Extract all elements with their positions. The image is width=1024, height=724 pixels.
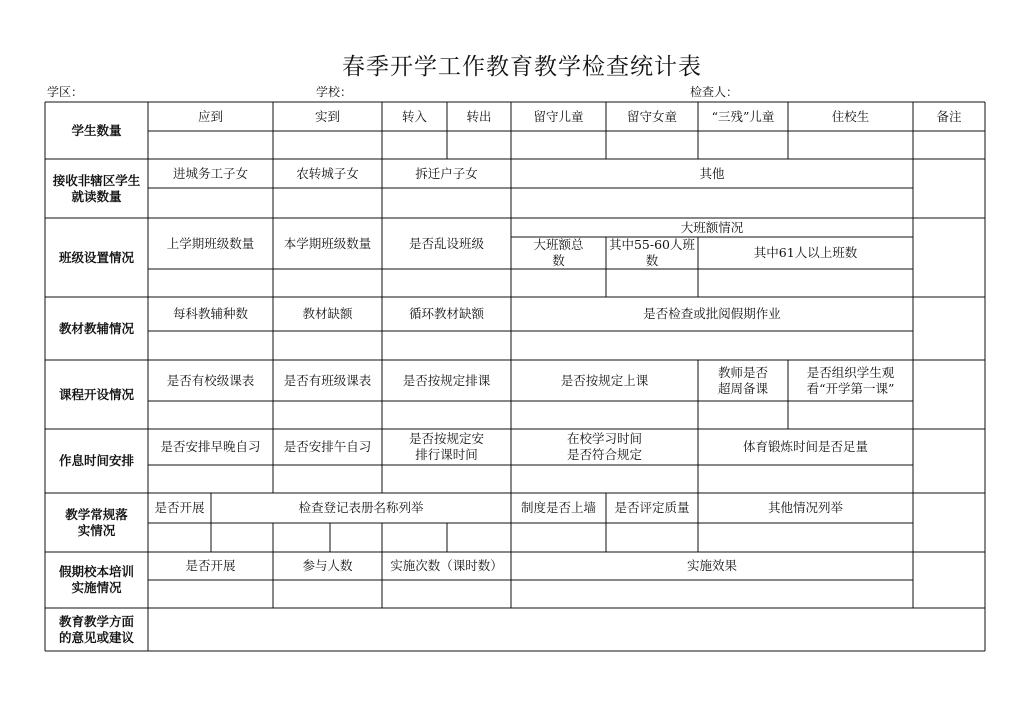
col-school-timetable: 是否有校级课表 [166,372,255,388]
col-disabled-children: “三残”儿童 [711,108,775,124]
district-label: 学区： [47,85,84,99]
col-boarders: 住校生 [831,108,870,124]
col-transfer-out: 转出 [466,108,492,124]
col-scheduled-per-rule: 是否按规定排课 [402,372,491,388]
col-class-timetable: 是否有班级课表 [283,372,372,388]
col-large-class-status: 大班额情况 [680,219,744,235]
col-class-hours: 是否按规定安排行课时间 [408,431,484,462]
header-students: 学生数量 [71,122,122,138]
col-training-effect: 实施效果 [686,558,737,573]
col-relocated-children: 拆迁户子女 [415,165,478,181]
col-rules-posted: 制度是否上墙 [520,500,596,515]
col-quality-rated: 是否评定质量 [614,500,690,515]
col-sessions: 实施次数（课时数） [390,558,503,573]
col-rural-urban-children: 农转城子女 [296,165,359,181]
col-taught-per-rule: 是否按规定上课 [560,372,649,388]
col-recycled-textbook-shortage: 循环教材缺额 [408,306,484,321]
col-left-behind-girls: 留守女童 [626,108,677,124]
header-schedule: 作息时间安排 [58,453,134,468]
col-participants: 参与人数 [302,558,353,573]
col-first-lesson: 是否组织学生观看“开学第一课” [806,364,895,396]
header-routine: 教学常规落实情况 [65,506,128,538]
col-study-time: 在校学习时间是否符合规定 [566,431,642,462]
col-irregular-classes: 是否乱设班级 [408,235,484,251]
col-left-behind-children: 留守儿童 [533,108,584,124]
header-classes: 班级设置情况 [58,249,134,265]
col-noon-study: 是否安排午自习 [283,439,372,454]
col-other: 其他 [699,165,725,181]
col-holiday-homework-check: 是否检查或批阅假期作业 [643,306,781,321]
col-routine-conducted: 是否开展 [154,500,205,515]
col-expected: 应到 [197,108,223,124]
header-nonlocal: 接收非辖区学生就读数量 [52,172,141,204]
header-suggestions: 教育教学方面的意见或建议 [58,613,134,645]
col-textbook-shortage: 教材缺额 [302,306,353,321]
col-register-names: 检查登记表册名称列举 [298,500,424,515]
col-aux-materials-count: 每科教辅种数 [172,306,248,321]
col-this-term-classes: 本学期班级数量 [283,235,372,251]
col-lesson-prep: 教师是否超周备课 [717,364,768,396]
header-materials: 教材教辅情况 [58,320,134,336]
page-title: 春季开学工作教育教学检查统计表 [342,54,702,80]
col-last-term-classes: 上学期班级数量 [166,235,255,251]
col-migrant-children: 进城务工子女 [172,165,248,181]
school-label: 学校： [316,85,353,99]
col-other-situations: 其他情况列举 [767,500,843,515]
col-actual: 实到 [314,108,340,124]
col-remarks: 备注 [936,108,962,124]
header-training: 假期校本培训实施情况 [58,564,134,595]
inspector-label: 检查人： [690,85,739,99]
col-class-61-plus: 其中61人以上班数 [753,245,858,260]
col-exercise-time: 体育锻炼时间是否足量 [742,439,868,454]
col-transfer-in: 转入 [401,108,427,124]
col-class-55-60: 其中55-60人班数 [608,237,696,268]
header-curriculum: 课程开设情况 [58,386,134,402]
col-evening-study: 是否安排早晚自习 [160,439,261,454]
col-large-class-total: 大班额总数 [533,237,584,268]
col-training-conducted: 是否开展 [185,558,236,573]
